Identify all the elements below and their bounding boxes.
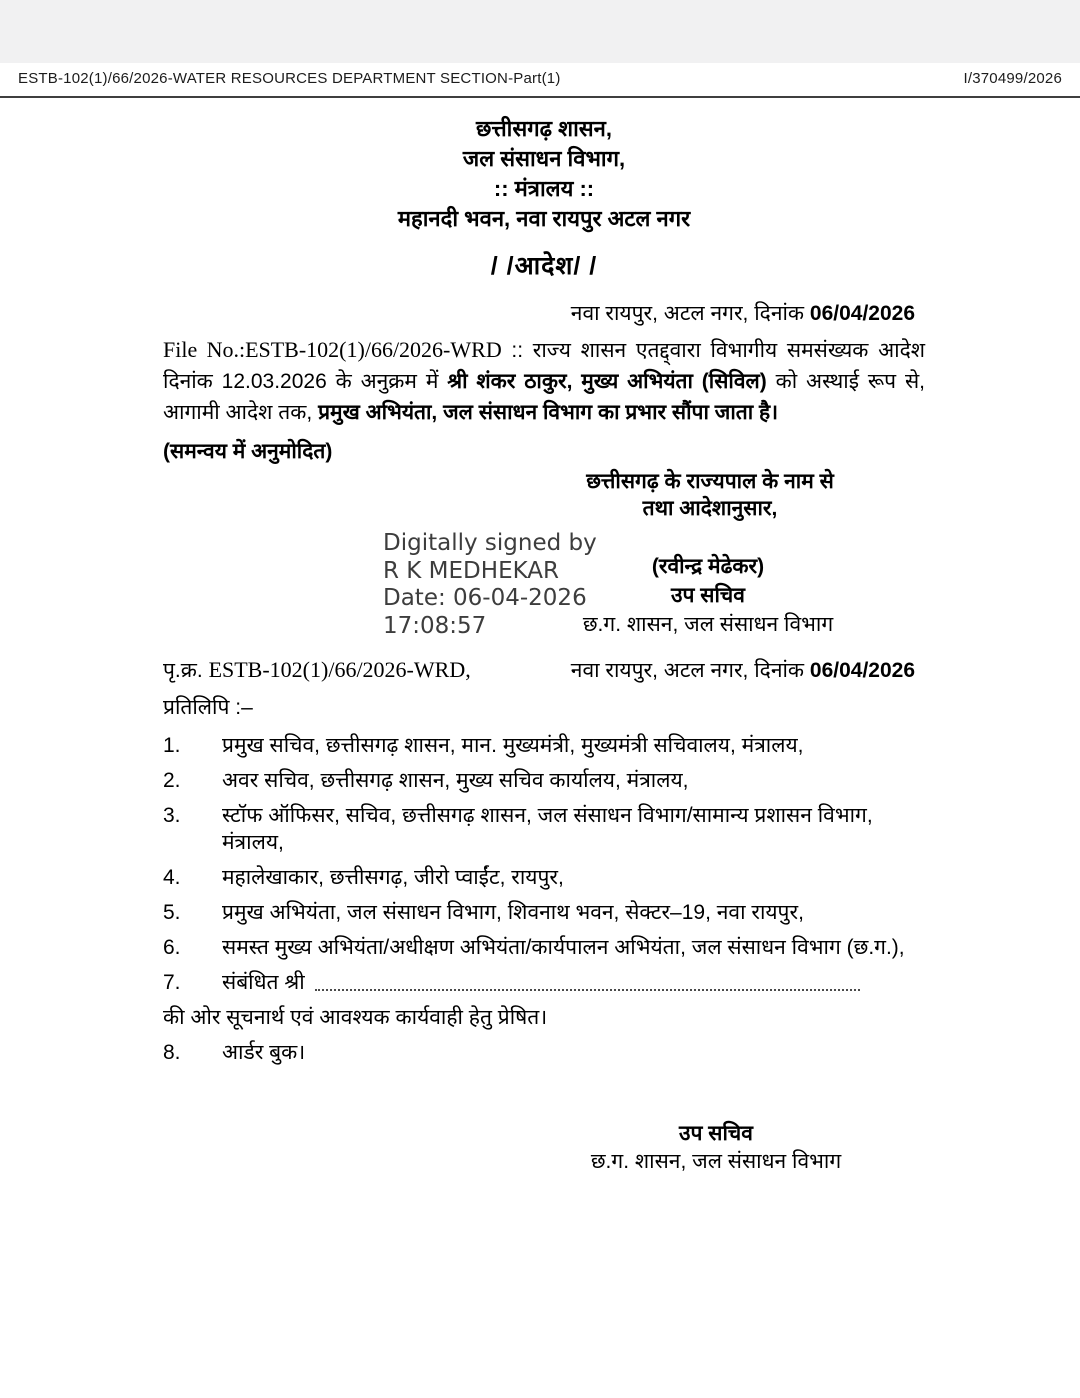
copy-distribution-list [163,732,925,1066]
endorsement-ref-number: ESTB-102(1)/66/2026-WRD, [208,657,471,682]
list-item [163,969,925,996]
top-gray-strip [0,0,1080,63]
signatory-department: छ.ग. शासन, जल संसाधन विभाग [582,613,834,636]
footer-signatory-designation: उप सचिव [679,1122,753,1145]
footer-signatory-department: छ.ग. शासन, जल संसाधन विभाग [590,1150,842,1173]
file-number: File No.:ESTB-102(1)/66/2026-WRD [163,337,502,362]
authority-line-1: छत्तीसगढ़ के राज्यपाल के नाम से [586,470,834,493]
list-item [163,802,925,856]
digital-signature-time: 17:08:57 [383,612,487,639]
officer-name-designation: श्री शंकर ठाकुर, मुख्य अभियंता (सिविल) [447,370,767,393]
list-item-number: 3. [163,804,181,827]
list-item [163,732,925,759]
list-item-text: संबंधित श्री [222,971,305,994]
digital-signature-date: Date: 06-04-2026 [383,585,587,611]
list-item-number: 5. [163,901,181,924]
signatory-block [548,552,868,639]
signatory-name: (रवीन्द्र मेढेकर) [651,555,765,578]
list-item-text: प्रमुख अभियंता, जल संसाधन विभाग, शिवनाथ भवन, सेक्टर–19, नवा रायपुर, [222,901,804,924]
list-item-number: 7. [163,971,181,994]
approval-note: (समन्वय में अनुमोदित) [163,440,333,463]
list-item-text: समस्त मुख्य अभियंता/अधीक्षण अभियंता/कार्यपालन अभियंता, जल संसाधन विभाग (छ.ग.), [222,936,905,959]
signature-area [163,526,925,648]
endorsement-place-date [571,656,915,684]
issue-place-text: नवा रायपुर, अटल नगर, दिनांक [570,302,810,325]
list-item-number: 8. [163,1041,181,1064]
list-item-number: 6. [163,936,181,959]
dotted-fill-line [315,969,860,991]
letterhead [163,114,925,234]
letterhead-ministry: :: मंत्रालय :: [493,176,595,201]
body-segment-1: :: राज्य शासन एतद्द्वारा विभागीय समसंख्यक आदेश दिनांक 12.03.2026 के अनुक्रम में [163,339,925,393]
list-item-number: 4. [163,866,181,889]
issue-date: 06/04/2026 [809,302,915,325]
list-item [163,1039,925,1066]
letterhead-government: छत्तीसगढ़ शासन, [476,116,612,141]
list-item-text: स्टॉफ ऑफिसर, सचिव, छत्तीसगढ़ शासन, जल संसाधन विभाग/सामान्य प्रशासन विभाग, मंत्रालय, [222,804,873,854]
endorsement-line [163,656,925,684]
digital-signature-line-1: Digitally signed by [383,530,597,556]
body-segment-2: को अस्थाई रूप से, आगामी आदेश तक, [163,370,925,424]
letterhead-address: महानदी भवन, नवा रायपुर अटल नगर [397,206,691,231]
endorsement-place-text: नवा रायपुर, अटल नगर, दिनांक [570,659,810,682]
signatory-designation: उप सचिव [671,584,745,607]
list-item-number: 1. [163,734,181,757]
authority-block [530,468,890,522]
footer-signature-block [536,1120,896,1176]
list-item [163,767,925,794]
list-item-text: महालेखाकार, छत्तीसगढ़, जीरो प्वाईंट, रायपुर, [222,866,564,889]
issue-place-date-line [163,299,925,327]
file-header [0,63,1080,98]
order-title: / /आदेश/ / [490,252,598,280]
list-item [163,899,925,926]
charge-assignment-text: प्रमुख अभियंता, जल संसाधन विभाग का प्रभार सौंपा जाता है। [318,401,779,424]
list-item-text: प्रमुख सचिव, छत्तीसगढ़ शासन, मान. मुख्यमंत्री, मुख्यमंत्री सचिवालय, मंत्रालय, [222,734,804,757]
file-header-eoffice-number: I/370499/2026 [963,70,1062,87]
list-item-text: आर्डर बुक। [222,1041,306,1064]
letterhead-department: जल संसाधन विभाग, [462,146,626,171]
file-header-reference: ESTB-102(1)/66/2026-WATER RESOURCES DEPARTMENT SECTION-Part(1) [18,70,561,87]
order-body-paragraph [163,334,925,428]
item7-continuation-text: की ओर सूचनार्थ एवं आवश्यक कार्यवाही हेतु प्रेषित। [163,1006,548,1029]
authority-line-2: तथा आदेशानुसार, [642,497,778,520]
list-item-number: 2. [163,769,181,792]
endorsement-reference [163,656,471,684]
digital-signature-name: R K MEDHEKAR [383,557,559,584]
endorsement-ref-prefix: पृ.क्र. [163,659,209,682]
list-item-text: अवर सचिव, छत्तीसगढ़ शासन, मुख्य सचिव कार्यालय, मंत्रालय, [222,769,689,792]
list-item [163,864,925,891]
copy-to-label: प्रतिलिपि :– [163,696,253,719]
list-item [163,934,925,961]
document-content [0,98,1080,1176]
endorsement-date: 06/04/2026 [809,659,915,682]
